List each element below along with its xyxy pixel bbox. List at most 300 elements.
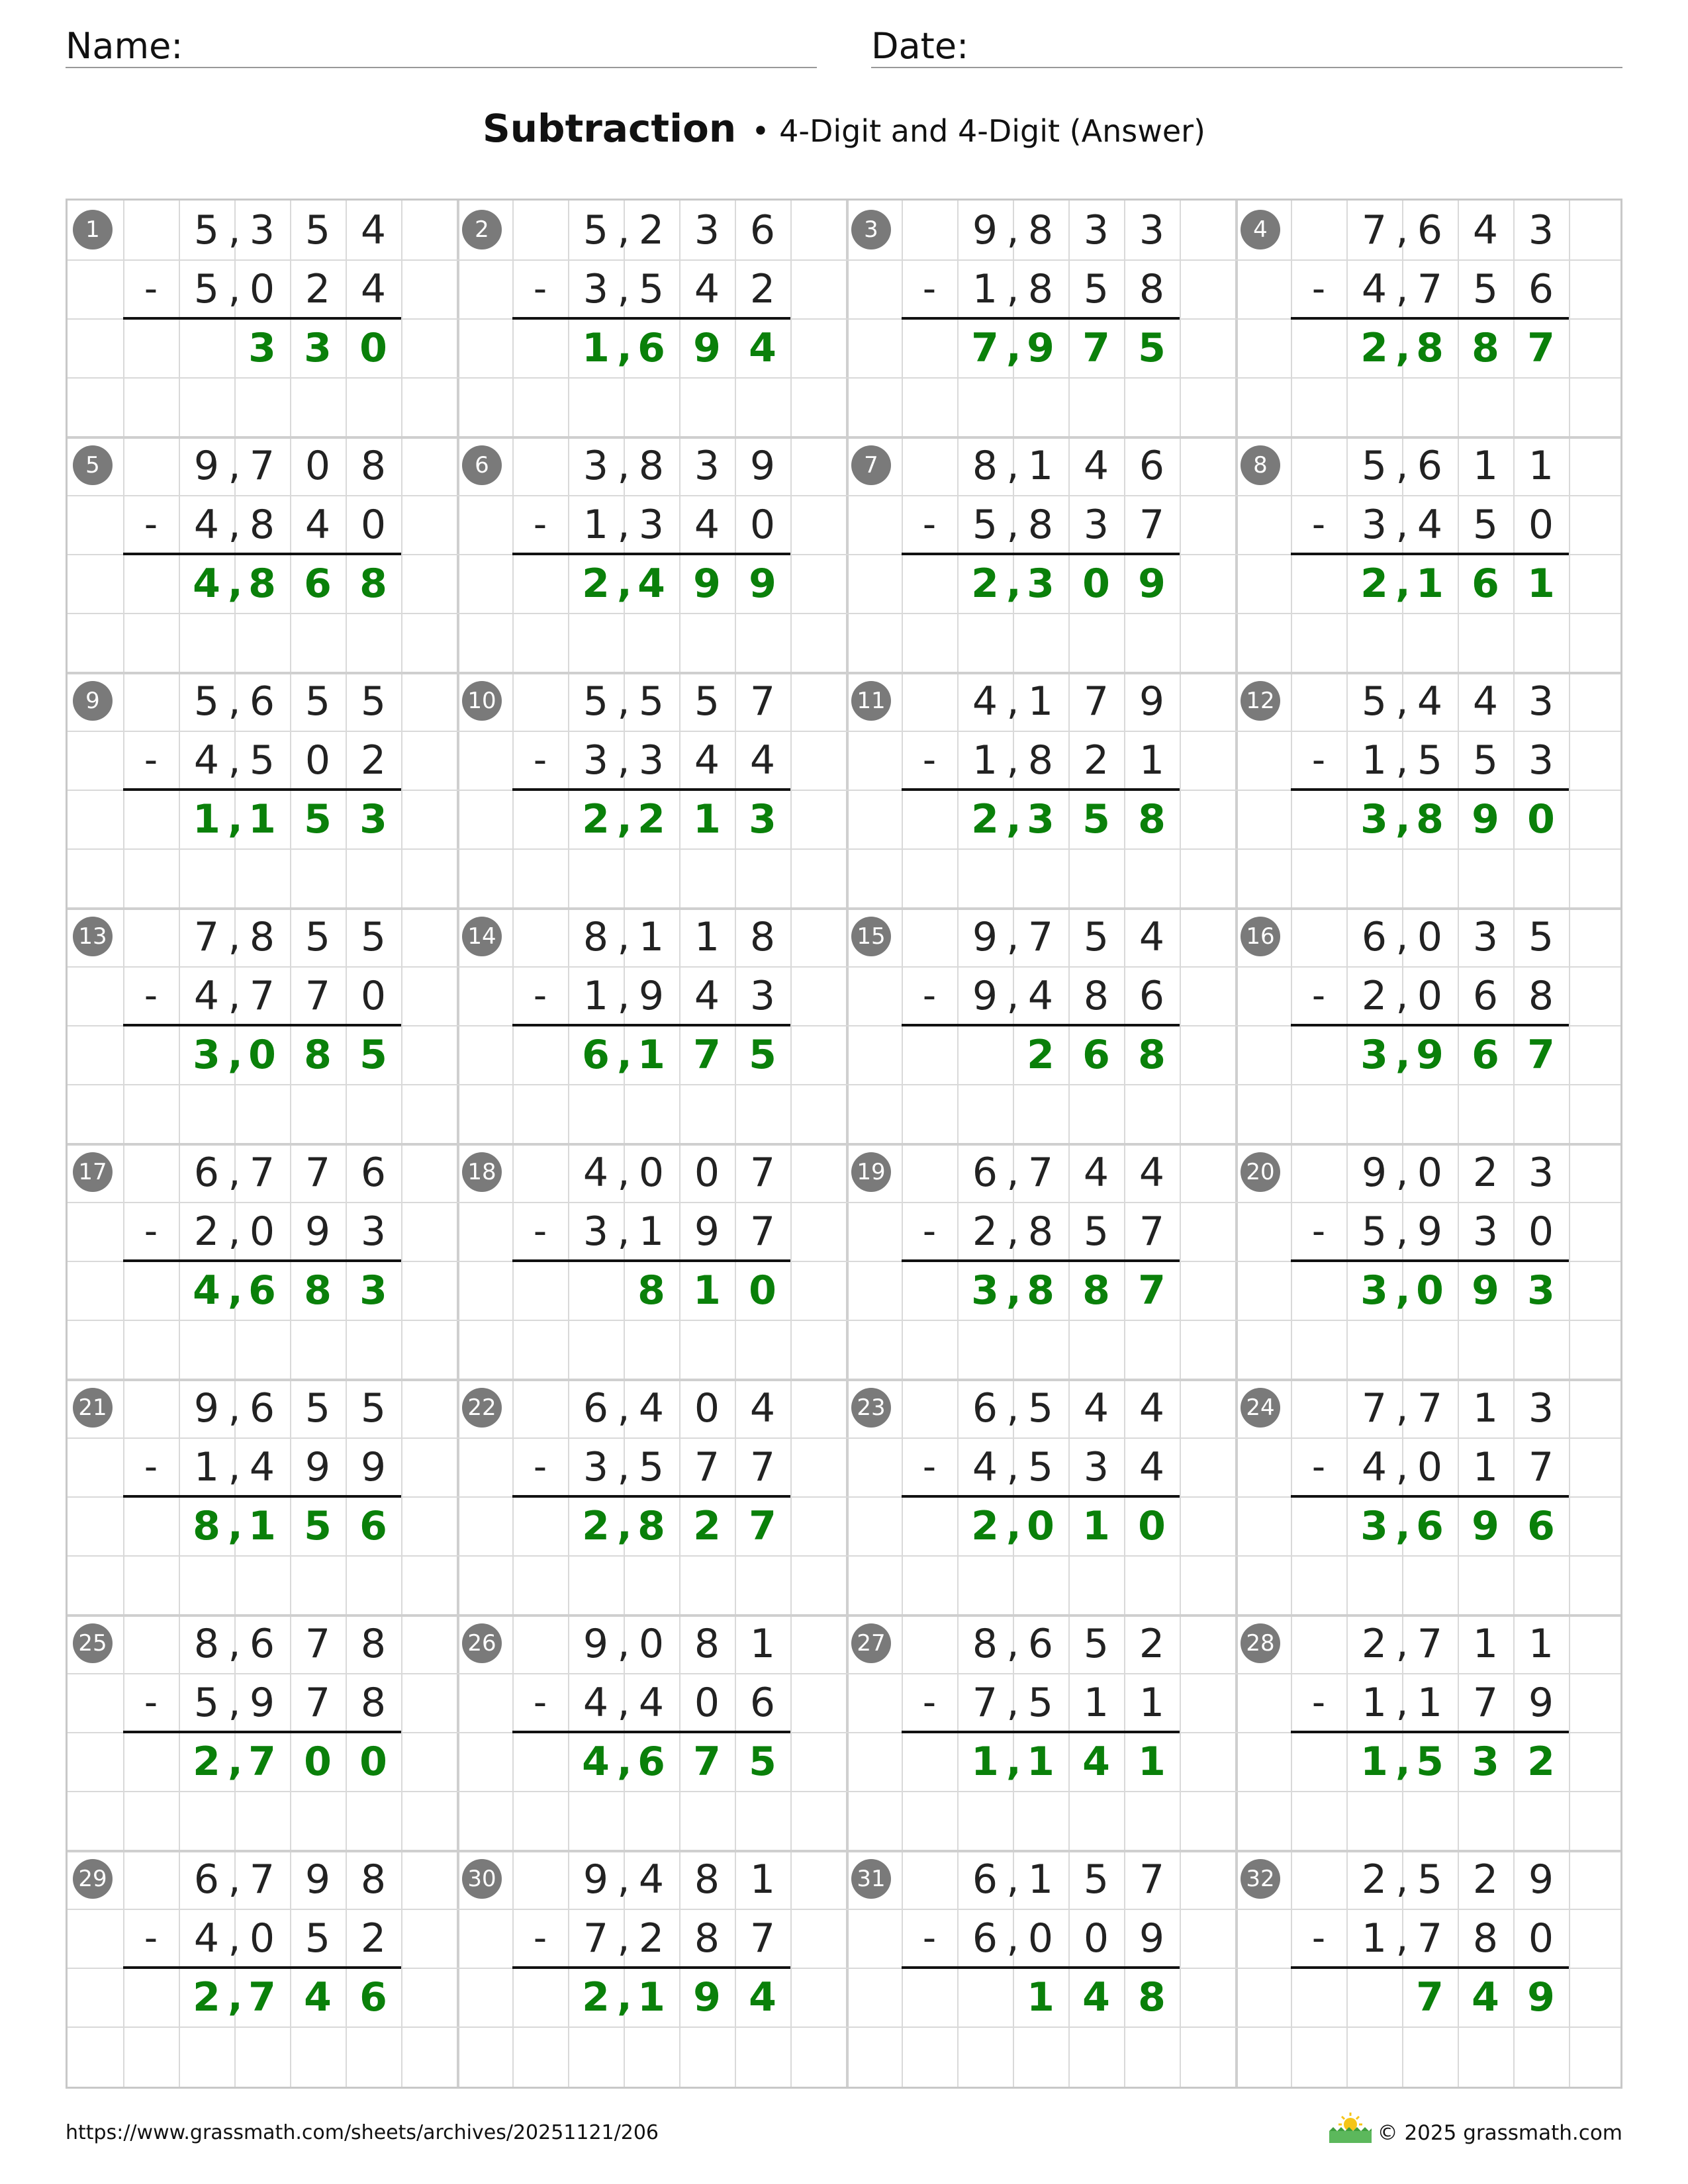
bottom-digit: 5 [1083, 1208, 1109, 1255]
top-digit: 7 [1083, 678, 1109, 725]
answer-digit: 5 [1138, 324, 1166, 371]
top-digit: 3 [249, 206, 275, 253]
bottom-digit: 1 [1361, 737, 1387, 784]
top-separator: , [1006, 206, 1019, 253]
top-separator: , [1395, 1620, 1409, 1666]
answer-digit: 1 [971, 1738, 999, 1785]
top-separator: , [1395, 206, 1409, 253]
top-digit: 7 [1417, 1385, 1443, 1432]
bottom-digit: 1 [583, 972, 609, 1019]
top-digit: 9 [305, 1856, 331, 1903]
bottom-digit: 1 [1361, 1915, 1387, 1962]
answer-digit: 4 [582, 1738, 610, 1785]
problem-number-badge: 22 [462, 1388, 502, 1428]
top-digit: 7 [305, 1620, 331, 1667]
answer-digit: 9 [1472, 1502, 1499, 1549]
answer-digit: 8 [359, 560, 387, 607]
answer-digit: 3 [1360, 796, 1388, 842]
answer-digit: 0 [1527, 796, 1555, 842]
minus-sign: - [922, 1210, 937, 1253]
bottom-digit: 7 [1472, 1679, 1499, 1726]
date-line[interactable] [871, 67, 1622, 68]
bottom-separator: , [228, 737, 241, 783]
top-digit: 4 [1472, 678, 1499, 725]
top-digit: 1 [1528, 442, 1554, 489]
answer-digit: 1 [637, 1974, 665, 2021]
minus-sign: - [922, 739, 937, 782]
bottom-digit: 5 [972, 501, 998, 548]
answer-digit: 1 [1527, 560, 1555, 607]
top-digit: 4 [638, 1856, 665, 1903]
bottom-digit: 1 [638, 1208, 665, 1255]
top-digit: 5 [1083, 1620, 1109, 1667]
bottom-digit: 2 [749, 265, 776, 312]
top-digit: 7 [249, 1149, 275, 1196]
answer-separator: , [1006, 796, 1021, 842]
answer-separator: , [1395, 796, 1411, 842]
answer-digit: 1 [248, 796, 276, 842]
answer-digit: 5 [359, 1031, 387, 1078]
problem-number-badge: 5 [73, 445, 113, 485]
answer-digit: 6 [637, 1738, 665, 1785]
answer-separator: , [617, 1738, 632, 1784]
top-digit: 4 [1139, 1149, 1165, 1196]
top-digit: 7 [1139, 1856, 1165, 1903]
bottom-digit: 5 [1472, 501, 1499, 548]
top-digit: 8 [694, 1620, 720, 1667]
bottom-separator: , [1006, 972, 1019, 1019]
answer-separator: , [617, 796, 632, 842]
grid-hline [68, 1791, 1620, 1792]
top-digit: 8 [972, 1620, 998, 1667]
bottom-digit: 1 [1361, 1679, 1387, 1726]
bottom-digit: 3 [1472, 1208, 1499, 1255]
answer-separator: , [1006, 560, 1021, 606]
answer-digit: 2 [637, 796, 665, 842]
bottom-digit: 7 [1417, 1915, 1443, 1962]
minus-sign: - [144, 1210, 158, 1253]
bottom-digit: 9 [638, 972, 665, 1019]
problem-number-badge: 12 [1241, 681, 1280, 721]
bottom-separator: , [1006, 1208, 1019, 1254]
answer-digit: 8 [1138, 1031, 1166, 1078]
bottom-digit: 4 [1361, 265, 1387, 312]
answer-digit: 6 [582, 1031, 610, 1078]
bottom-separator: , [617, 1679, 630, 1725]
top-separator: , [1006, 1620, 1019, 1666]
top-separator: , [1006, 442, 1019, 488]
bottom-digit: 9 [1417, 1208, 1443, 1255]
problem-number-badge: 25 [73, 1623, 113, 1663]
top-separator: , [617, 442, 630, 488]
bottom-digit: 8 [1027, 1208, 1054, 1255]
bottom-digit: 4 [1139, 1443, 1165, 1490]
top-digit: 2 [638, 206, 665, 253]
bottom-digit: 0 [249, 265, 275, 312]
answer-digit: 5 [1416, 1738, 1444, 1785]
answer-digit: 9 [693, 324, 721, 371]
top-digit: 7 [1417, 1620, 1443, 1667]
bottom-digit: 7 [749, 1443, 776, 1490]
top-digit: 4 [360, 206, 387, 253]
answer-digit: 7 [1416, 1974, 1444, 2021]
top-separator: , [1006, 913, 1019, 960]
grass-sun-logo-icon [1327, 2111, 1374, 2144]
bottom-digit: 3 [583, 737, 609, 784]
bottom-digit: 3 [1361, 501, 1387, 548]
answer-digit: 2 [1527, 1738, 1555, 1785]
answer-digit: 9 [693, 560, 721, 607]
bottom-digit: 3 [583, 1208, 609, 1255]
bottom-digit: 9 [249, 1679, 275, 1726]
answer-digit: 7 [971, 324, 999, 371]
answer-digit: 0 [304, 1738, 332, 1785]
answer-digit: 5 [304, 796, 332, 842]
answer-digit: 5 [1082, 796, 1110, 842]
page-title [0, 106, 1688, 151]
bottom-separator: , [1006, 501, 1019, 547]
top-digit: 6 [1027, 1620, 1054, 1667]
top-separator: , [228, 913, 241, 960]
top-digit: 9 [193, 1385, 220, 1432]
answer-digit: 8 [637, 1502, 665, 1549]
minus-sign: - [144, 1681, 158, 1724]
answer-digit: 2 [971, 796, 999, 842]
top-separator: , [1395, 678, 1409, 724]
answer-digit: 1 [693, 1267, 721, 1314]
problem-number-badge: 6 [462, 445, 502, 485]
answer-digit: 3 [1527, 1267, 1555, 1314]
minus-sign: - [533, 1210, 547, 1253]
answer-digit: 8 [304, 1267, 332, 1314]
bottom-digit: 9 [972, 972, 998, 1019]
problem-number-badge: 11 [851, 681, 891, 721]
bottom-separator: , [1395, 737, 1409, 783]
bottom-separator: , [1395, 265, 1409, 312]
top-digit: 5 [305, 206, 331, 253]
answer-digit: 8 [1027, 1267, 1055, 1314]
bottom-separator: , [617, 265, 630, 312]
answer-digit: 8 [1472, 324, 1499, 371]
bottom-digit: 9 [1528, 1679, 1554, 1726]
answer-digit: 7 [693, 1031, 721, 1078]
bottom-separator: , [617, 737, 630, 783]
top-digit: 4 [1139, 913, 1165, 960]
top-separator: , [617, 913, 630, 960]
grid-hline [68, 613, 1620, 614]
bottom-digit: 5 [249, 737, 275, 784]
bottom-digit: 8 [694, 1915, 720, 1962]
bottom-digit: 5 [305, 1915, 331, 1962]
answer-digit: 5 [304, 1502, 332, 1549]
minus-sign: - [1311, 1210, 1326, 1253]
top-digit: 6 [583, 1385, 609, 1432]
top-digit: 6 [193, 1149, 220, 1196]
top-digit: 9 [1361, 1149, 1387, 1196]
answer-separator: , [1006, 1738, 1021, 1784]
top-digit: 4 [972, 678, 998, 725]
answer-digit: 2 [582, 560, 610, 607]
top-digit: 3 [1139, 206, 1165, 253]
bottom-digit: 2 [1361, 972, 1387, 1019]
bottom-digit: 4 [583, 1679, 609, 1726]
bottom-digit: 8 [1027, 265, 1054, 312]
top-digit: 3 [1472, 913, 1499, 960]
answer-separator: , [1395, 324, 1411, 371]
bottom-digit: 1 [972, 265, 998, 312]
problem-number-badge: 9 [73, 681, 113, 721]
minus-sign: - [1311, 503, 1326, 546]
answer-separator: , [1395, 1267, 1411, 1313]
bottom-digit: 0 [1528, 1208, 1554, 1255]
bottom-digit: 4 [694, 972, 720, 1019]
bottom-separator: , [228, 265, 241, 312]
problem-grid [66, 199, 1622, 2089]
top-digit: 2 [1361, 1856, 1387, 1903]
answer-digit: 1 [1138, 1738, 1166, 1785]
bottom-separator: , [228, 1679, 241, 1725]
bottom-digit: 2 [972, 1208, 998, 1255]
problem-number-badge: 29 [73, 1859, 113, 1899]
bottom-separator: , [1006, 265, 1019, 312]
bottom-digit: 2 [360, 737, 387, 784]
top-digit: 5 [305, 913, 331, 960]
top-digit: 9 [972, 206, 998, 253]
answer-digit: 4 [1082, 1738, 1110, 1785]
top-separator: , [228, 1856, 241, 1902]
answer-digit: 2 [582, 796, 610, 842]
top-digit: 5 [1083, 913, 1109, 960]
problem-number-badge: 3 [851, 210, 891, 250]
bottom-digit: 3 [638, 737, 665, 784]
top-digit: 1 [1027, 1856, 1054, 1903]
top-digit: 8 [193, 1620, 220, 1667]
answer-digit: 1 [1360, 1738, 1388, 1785]
footer-url[interactable]: https://www.grassmath.com/sheets/archives/20251121/206 [66, 2121, 659, 2144]
top-digit: 0 [638, 1149, 665, 1196]
bottom-separator: , [1006, 737, 1019, 783]
minus-sign: - [1311, 267, 1326, 310]
bottom-separator: , [1395, 501, 1409, 547]
bottom-digit: 3 [360, 1208, 387, 1255]
top-digit: 3 [694, 206, 720, 253]
bottom-separator: , [228, 1915, 241, 1961]
bottom-digit: 0 [1417, 972, 1443, 1019]
answer-separator: , [1395, 1738, 1411, 1784]
top-separator: , [1395, 1149, 1409, 1195]
title-subtitle: • 4-Digit and 4-Digit (Answer) [751, 113, 1205, 149]
bottom-digit: 7 [694, 1443, 720, 1490]
name-line[interactable] [66, 67, 817, 68]
top-digit: 3 [694, 442, 720, 489]
bottom-digit: 7 [1417, 265, 1443, 312]
top-digit: 5 [193, 206, 220, 253]
bottom-separator: , [617, 1208, 630, 1254]
answer-digit: 6 [1416, 1502, 1444, 1549]
top-digit: 5 [638, 678, 665, 725]
answer-digit: 8 [304, 1031, 332, 1078]
bottom-separator: , [1006, 1679, 1019, 1725]
grid-hline [68, 1555, 1620, 1557]
answer-separator: , [617, 1974, 632, 2020]
top-digit: 4 [1472, 206, 1499, 253]
top-digit: 3 [1528, 678, 1554, 725]
top-digit: 5 [1083, 1856, 1109, 1903]
bottom-digit: 3 [583, 265, 609, 312]
top-digit: 2 [1139, 1620, 1165, 1667]
top-digit: 5 [1528, 913, 1554, 960]
top-digit: 5 [583, 678, 609, 725]
top-digit: 2 [1361, 1620, 1387, 1667]
bottom-digit: 9 [360, 1443, 387, 1490]
bottom-separator: , [617, 1915, 630, 1961]
minus-sign: - [533, 503, 547, 546]
bottom-digit: 5 [1472, 737, 1499, 784]
bottom-digit: 4 [193, 737, 220, 784]
top-digit: 7 [305, 1149, 331, 1196]
bottom-separator: , [1395, 972, 1409, 1019]
minus-sign: - [533, 1917, 547, 1960]
answer-digit: 9 [1027, 324, 1055, 371]
bottom-separator: , [228, 501, 241, 547]
bottom-digit: 4 [1361, 1443, 1387, 1490]
top-digit: 6 [972, 1856, 998, 1903]
bottom-digit: 7 [972, 1679, 998, 1726]
problem-number-badge: 15 [851, 917, 891, 956]
top-digit: 8 [360, 442, 387, 489]
answer-digit: 2 [582, 1974, 610, 2021]
answer-digit: 8 [637, 1267, 665, 1314]
top-digit: 6 [360, 1149, 387, 1196]
bottom-digit: 4 [193, 1915, 220, 1962]
minus-sign: - [1311, 739, 1326, 782]
answer-separator: , [617, 560, 632, 606]
answer-digit: 2 [582, 1502, 610, 1549]
top-digit: 8 [249, 913, 275, 960]
minus-sign: - [533, 974, 547, 1017]
problem-number-badge: 2 [462, 210, 502, 250]
problem-number-badge: 13 [73, 917, 113, 956]
answer-digit: 6 [359, 1974, 387, 2021]
bottom-digit: 9 [1139, 1915, 1165, 1962]
bottom-digit: 5 [193, 1679, 220, 1726]
answer-digit: 9 [1527, 1974, 1555, 2021]
answer-digit: 0 [749, 1267, 776, 1314]
top-digit: 1 [1027, 442, 1054, 489]
answer-digit: 5 [749, 1738, 776, 1785]
top-digit: 8 [749, 913, 776, 960]
minus-sign: - [533, 1681, 547, 1724]
grid-hline [68, 2026, 1620, 2028]
top-digit: 0 [694, 1385, 720, 1432]
bottom-digit: 9 [694, 1208, 720, 1255]
bottom-separator: , [228, 1443, 241, 1490]
answer-separator: , [228, 1502, 243, 1549]
bottom-separator: , [617, 501, 630, 547]
answer-digit: 3 [1360, 1031, 1388, 1078]
bottom-digit: 8 [1528, 972, 1554, 1019]
minus-sign: - [1311, 1917, 1326, 1960]
minus-sign: - [533, 739, 547, 782]
top-digit: 7 [249, 1856, 275, 1903]
minus-sign: - [144, 739, 158, 782]
top-digit: 9 [749, 442, 776, 489]
top-digit: 5 [1361, 678, 1387, 725]
bottom-digit: 1 [1139, 1679, 1165, 1726]
bottom-digit: 1 [1139, 737, 1165, 784]
bottom-digit: 4 [360, 265, 387, 312]
answer-digit: 7 [693, 1738, 721, 1785]
top-digit: 4 [1083, 1385, 1109, 1432]
answer-digit: 9 [1472, 796, 1499, 842]
top-digit: 1 [1472, 1385, 1499, 1432]
minus-sign: - [1311, 1681, 1326, 1724]
minus-sign: - [144, 974, 158, 1017]
top-separator: , [1395, 442, 1409, 488]
answer-separator: , [1006, 324, 1021, 371]
bottom-digit: 7 [1528, 1443, 1554, 1490]
top-separator: , [228, 1385, 241, 1431]
problem-number-badge: 27 [851, 1623, 891, 1663]
answer-digit: 3 [1472, 1738, 1499, 1785]
minus-sign: - [533, 267, 547, 310]
answer-digit: 1 [693, 796, 721, 842]
answer-separator: , [1006, 1267, 1021, 1313]
answer-digit: 3 [1360, 1267, 1388, 1314]
minus-sign: - [922, 503, 937, 546]
bottom-digit: 6 [1528, 265, 1554, 312]
answer-digit: 4 [193, 1267, 220, 1314]
minus-sign: - [922, 1681, 937, 1724]
top-digit: 7 [749, 1149, 776, 1196]
bottom-digit: 0 [749, 501, 776, 548]
minus-sign: - [144, 503, 158, 546]
answer-digit: 0 [359, 1738, 387, 1785]
bottom-digit: 5 [1027, 1443, 1054, 1490]
top-digit: 5 [1417, 1856, 1443, 1903]
answer-digit: 1 [1082, 1502, 1110, 1549]
answer-digit: 9 [1416, 1031, 1444, 1078]
top-separator: , [228, 206, 241, 253]
top-digit: 9 [193, 442, 220, 489]
answer-digit: 2 [1360, 560, 1388, 607]
bottom-digit: 7 [749, 1915, 776, 1962]
bottom-digit: 1 [583, 501, 609, 548]
answer-digit: 7 [248, 1738, 276, 1785]
top-digit: 4 [1083, 442, 1109, 489]
answer-digit: 9 [1472, 1267, 1499, 1314]
top-digit: 0 [305, 442, 331, 489]
answer-digit: 6 [637, 324, 665, 371]
answer-separator: , [1006, 1502, 1021, 1549]
top-digit: 3 [1528, 206, 1554, 253]
top-digit: 5 [694, 678, 720, 725]
top-separator: , [228, 678, 241, 724]
top-digit: 7 [193, 913, 220, 960]
top-digit: 6 [1139, 442, 1165, 489]
top-separator: , [1006, 678, 1019, 724]
answer-digit: 6 [1472, 560, 1499, 607]
bottom-separator: , [1395, 1443, 1409, 1490]
top-digit: 4 [1417, 678, 1443, 725]
bottom-separator: , [1006, 1915, 1019, 1961]
answer-separator: , [1395, 560, 1411, 606]
answer-digit: 0 [359, 324, 387, 371]
minus-sign: - [533, 1445, 547, 1488]
top-digit: 8 [638, 442, 665, 489]
bottom-digit: 7 [305, 972, 331, 1019]
answer-digit: 3 [971, 1267, 999, 1314]
